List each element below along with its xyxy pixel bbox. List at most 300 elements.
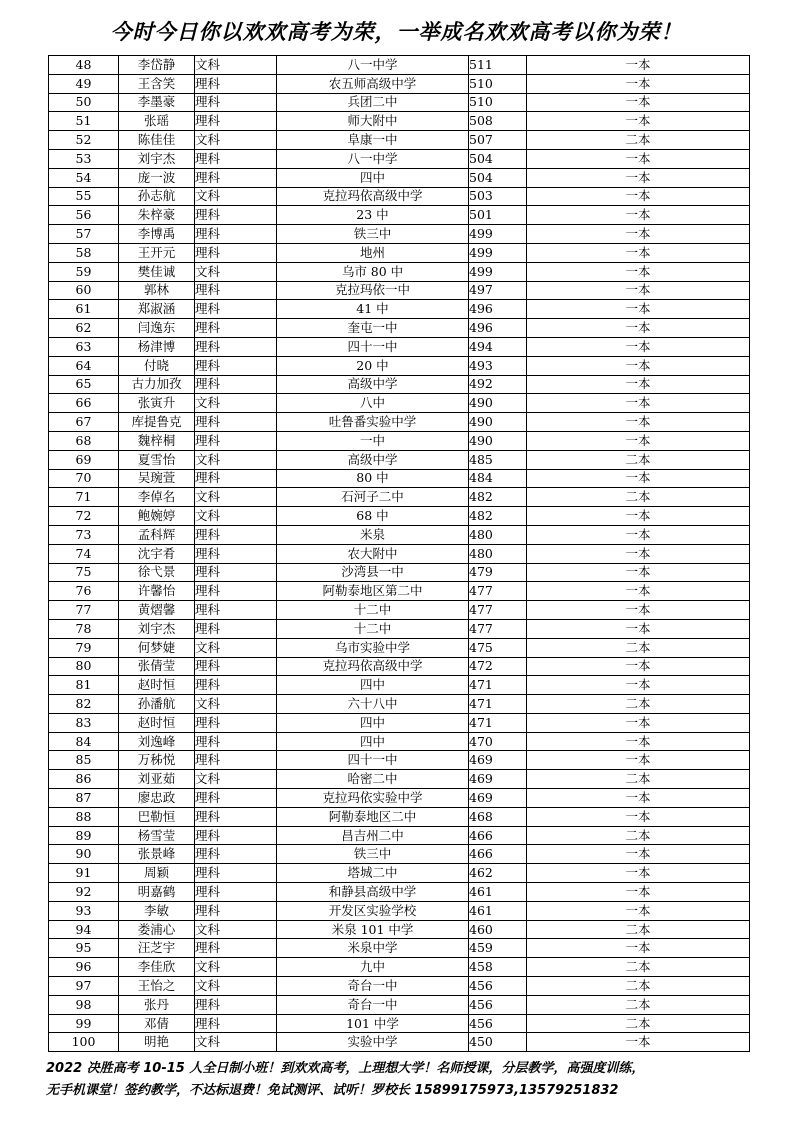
student-name-cell: 杨津博 (119, 337, 195, 356)
score-cell: 477 (469, 619, 527, 638)
subject-cell: 理科 (195, 356, 277, 375)
rank-cell: 50 (49, 93, 119, 112)
subject-cell: 理科 (195, 657, 277, 676)
rank-cell: 73 (49, 525, 119, 544)
tier-cell: 一本 (527, 262, 750, 281)
table-row (49, 74, 750, 93)
student-name-cell: 孙志航 (119, 187, 195, 206)
school-cell: 四中 (277, 713, 469, 732)
tier-cell: 一本 (527, 93, 750, 112)
school-cell: 41 中 (277, 300, 469, 319)
subject-cell: 理科 (195, 431, 277, 450)
table-row (49, 488, 750, 507)
results-table-body (49, 56, 750, 1052)
school-cell: 八中 (277, 394, 469, 413)
rank-cell: 54 (49, 168, 119, 187)
score-cell: 482 (469, 507, 527, 526)
school-cell: 开发区实验学校 (277, 901, 469, 920)
score-cell: 510 (469, 93, 527, 112)
school-cell: 石河子二中 (277, 488, 469, 507)
tier-cell: 一本 (527, 225, 750, 244)
student-name-cell: 刘宇杰 (119, 619, 195, 638)
table-row (49, 319, 750, 338)
student-name-cell: 刘逸峰 (119, 732, 195, 751)
table-row (49, 883, 750, 902)
rank-cell: 85 (49, 751, 119, 770)
school-cell: 乌市 80 中 (277, 262, 469, 281)
tier-cell: 二本 (527, 638, 750, 657)
subject-cell: 理科 (195, 563, 277, 582)
school-cell: 80 中 (277, 469, 469, 488)
score-cell: 499 (469, 262, 527, 281)
table-row (49, 732, 750, 751)
tier-cell: 一本 (527, 544, 750, 563)
score-cell: 477 (469, 582, 527, 601)
student-name-cell: 李墨豪 (119, 93, 195, 112)
subject-cell: 文科 (195, 695, 277, 714)
rank-cell: 91 (49, 864, 119, 883)
score-cell: 482 (469, 488, 527, 507)
table-row (49, 826, 750, 845)
rank-cell: 66 (49, 394, 119, 413)
tier-cell: 二本 (527, 977, 750, 996)
subject-cell: 理科 (195, 676, 277, 695)
subject-cell: 理科 (195, 375, 277, 394)
rank-cell: 72 (49, 507, 119, 526)
school-cell: 四中 (277, 168, 469, 187)
subject-cell: 理科 (195, 74, 277, 93)
score-cell: 479 (469, 563, 527, 582)
student-name-cell: 黄熠馨 (119, 601, 195, 620)
student-name-cell: 王含笑 (119, 74, 195, 93)
student-name-cell: 庞一波 (119, 168, 195, 187)
score-cell: 501 (469, 206, 527, 225)
school-cell: 奇台一中 (277, 977, 469, 996)
tier-cell: 一本 (527, 732, 750, 751)
student-name-cell: 万秭悦 (119, 751, 195, 770)
tier-cell: 一本 (527, 657, 750, 676)
tier-cell: 一本 (527, 56, 750, 75)
rank-cell: 76 (49, 582, 119, 601)
rank-cell: 78 (49, 619, 119, 638)
student-name-cell: 邓倩 (119, 1014, 195, 1033)
tier-cell: 一本 (527, 525, 750, 544)
subject-cell: 理科 (195, 619, 277, 638)
score-cell: 484 (469, 469, 527, 488)
subject-cell: 文科 (195, 131, 277, 150)
score-cell: 511 (469, 56, 527, 75)
rank-cell: 90 (49, 845, 119, 864)
student-name-cell: 刘宇杰 (119, 149, 195, 168)
score-cell: 503 (469, 187, 527, 206)
score-cell: 469 (469, 770, 527, 789)
tier-cell: 二本 (527, 450, 750, 469)
rank-cell: 63 (49, 337, 119, 356)
tier-cell: 二本 (527, 1014, 750, 1033)
rank-cell: 99 (49, 1014, 119, 1033)
school-cell: 四十一中 (277, 751, 469, 770)
rank-cell: 75 (49, 563, 119, 582)
school-cell: 四中 (277, 732, 469, 751)
school-cell: 高级中学 (277, 450, 469, 469)
subject-cell: 理科 (195, 601, 277, 620)
rank-cell: 52 (49, 131, 119, 150)
score-cell: 510 (469, 74, 527, 93)
school-cell: 昌吉州二中 (277, 826, 469, 845)
score-cell: 471 (469, 695, 527, 714)
table-row (49, 582, 750, 601)
student-name-cell: 巴勒恒 (119, 807, 195, 826)
student-name-cell: 魏梓桐 (119, 431, 195, 450)
table-row (49, 356, 750, 375)
score-cell: 493 (469, 356, 527, 375)
score-cell: 499 (469, 243, 527, 262)
school-cell: 克拉玛依实验中学 (277, 789, 469, 808)
score-cell: 469 (469, 789, 527, 808)
score-cell: 468 (469, 807, 527, 826)
score-cell: 480 (469, 544, 527, 563)
score-cell: 471 (469, 676, 527, 695)
score-cell: 497 (469, 281, 527, 300)
table-row (49, 901, 750, 920)
table-row (49, 638, 750, 657)
subject-cell: 文科 (195, 977, 277, 996)
school-cell: 阜康一中 (277, 131, 469, 150)
school-cell: 克拉玛依高级中学 (277, 187, 469, 206)
table-row (49, 450, 750, 469)
school-cell: 九中 (277, 958, 469, 977)
table-row (49, 657, 750, 676)
subject-cell: 理科 (195, 281, 277, 300)
subject-cell: 文科 (195, 958, 277, 977)
rank-cell: 56 (49, 206, 119, 225)
table-row (49, 751, 750, 770)
tier-cell: 一本 (527, 507, 750, 526)
tier-cell: 一本 (527, 149, 750, 168)
tier-cell: 一本 (527, 601, 750, 620)
tier-cell: 二本 (527, 488, 750, 507)
score-cell: 462 (469, 864, 527, 883)
student-name-cell: 库提鲁克 (119, 413, 195, 432)
tier-cell: 一本 (527, 563, 750, 582)
student-name-cell: 李敏 (119, 901, 195, 920)
subject-cell: 理科 (195, 995, 277, 1014)
subject-cell: 理科 (195, 789, 277, 808)
student-name-cell: 周颖 (119, 864, 195, 883)
rank-cell: 77 (49, 601, 119, 620)
rank-cell: 82 (49, 695, 119, 714)
rank-cell: 64 (49, 356, 119, 375)
subject-cell: 理科 (195, 413, 277, 432)
subject-cell: 理科 (195, 243, 277, 262)
rank-cell: 65 (49, 375, 119, 394)
score-cell: 461 (469, 883, 527, 902)
score-cell: 456 (469, 977, 527, 996)
rank-cell: 79 (49, 638, 119, 657)
tier-cell: 一本 (527, 713, 750, 732)
rank-cell: 57 (49, 225, 119, 244)
student-name-cell: 陈佳佳 (119, 131, 195, 150)
school-cell: 23 中 (277, 206, 469, 225)
school-cell: 阿勒泰地区第二中 (277, 582, 469, 601)
rank-cell: 67 (49, 413, 119, 432)
subject-cell: 文科 (195, 394, 277, 413)
page-headline: 今时今日你以欢欢高考为荣，一举成名欢欢高考以你为荣！ (110, 20, 683, 44)
tier-cell: 一本 (527, 883, 750, 902)
student-name-cell: 夏雪怡 (119, 450, 195, 469)
table-row (49, 845, 750, 864)
tier-cell: 一本 (527, 939, 750, 958)
tier-cell: 一本 (527, 431, 750, 450)
subject-cell: 理科 (195, 883, 277, 902)
student-name-cell: 孟科辉 (119, 525, 195, 544)
score-cell: 461 (469, 901, 527, 920)
school-cell: 米泉中学 (277, 939, 469, 958)
school-cell: 吐鲁番实验中学 (277, 413, 469, 432)
table-row (49, 713, 750, 732)
tier-cell: 一本 (527, 789, 750, 808)
table-row (49, 131, 750, 150)
tier-cell: 一本 (527, 337, 750, 356)
table-row (49, 1014, 750, 1033)
tier-cell: 一本 (527, 901, 750, 920)
tier-cell: 二本 (527, 826, 750, 845)
table-row (49, 93, 750, 112)
student-name-cell: 娄浦心 (119, 920, 195, 939)
score-cell: 466 (469, 826, 527, 845)
tier-cell: 一本 (527, 845, 750, 864)
student-name-cell: 郭林 (119, 281, 195, 300)
table-row (49, 770, 750, 789)
subject-cell: 理科 (195, 713, 277, 732)
score-cell: 471 (469, 713, 527, 732)
score-cell: 490 (469, 394, 527, 413)
subject-cell: 理科 (195, 225, 277, 244)
table-row (49, 206, 750, 225)
student-name-cell: 闫逸东 (119, 319, 195, 338)
table-row (49, 920, 750, 939)
student-name-cell: 鲍婉婷 (119, 507, 195, 526)
tier-cell: 二本 (527, 131, 750, 150)
school-cell: 农五师高级中学 (277, 74, 469, 93)
table-row (49, 243, 750, 262)
rank-cell: 98 (49, 995, 119, 1014)
subject-cell: 理科 (195, 826, 277, 845)
school-cell: 塔城二中 (277, 864, 469, 883)
student-name-cell: 赵时恒 (119, 676, 195, 695)
rank-cell: 70 (49, 469, 119, 488)
subject-cell: 文科 (195, 187, 277, 206)
rank-cell: 81 (49, 676, 119, 695)
student-name-cell: 古力加孜 (119, 375, 195, 394)
school-cell: 和静县高级中学 (277, 883, 469, 902)
rank-cell: 59 (49, 262, 119, 281)
table-row (49, 262, 750, 281)
table-row (49, 394, 750, 413)
score-cell: 494 (469, 337, 527, 356)
tier-cell: 一本 (527, 206, 750, 225)
tier-cell: 一本 (527, 112, 750, 131)
school-cell: 哈密二中 (277, 770, 469, 789)
results-table (48, 55, 750, 1052)
score-cell: 456 (469, 1014, 527, 1033)
tier-cell: 一本 (527, 807, 750, 826)
subject-cell: 文科 (195, 262, 277, 281)
score-cell: 450 (469, 1033, 527, 1052)
rank-cell: 94 (49, 920, 119, 939)
school-cell: 米泉 101 中学 (277, 920, 469, 939)
student-name-cell: 张倩莹 (119, 657, 195, 676)
school-cell: 奎屯一中 (277, 319, 469, 338)
score-cell: 504 (469, 168, 527, 187)
table-row (49, 619, 750, 638)
table-row (49, 413, 750, 432)
student-name-cell: 李佳欣 (119, 958, 195, 977)
table-row (49, 864, 750, 883)
score-cell: 499 (469, 225, 527, 244)
student-name-cell: 李博禹 (119, 225, 195, 244)
table-row (49, 939, 750, 958)
table-row (49, 281, 750, 300)
score-cell: 466 (469, 845, 527, 864)
rank-cell: 55 (49, 187, 119, 206)
table-row (49, 563, 750, 582)
subject-cell: 理科 (195, 93, 277, 112)
subject-cell: 文科 (195, 770, 277, 789)
table-row (49, 601, 750, 620)
school-cell: 地州 (277, 243, 469, 262)
school-cell: 20 中 (277, 356, 469, 375)
rank-cell: 92 (49, 883, 119, 902)
tier-cell: 一本 (527, 1033, 750, 1052)
rank-cell: 97 (49, 977, 119, 996)
tier-cell: 二本 (527, 920, 750, 939)
score-cell: 470 (469, 732, 527, 751)
rank-cell: 95 (49, 939, 119, 958)
score-cell: 507 (469, 131, 527, 150)
subject-cell: 文科 (195, 488, 277, 507)
subject-cell: 理科 (195, 168, 277, 187)
student-name-cell: 王开元 (119, 243, 195, 262)
student-name-cell: 朱梓豪 (119, 206, 195, 225)
rank-cell: 48 (49, 56, 119, 75)
tier-cell: 一本 (527, 676, 750, 695)
subject-cell: 理科 (195, 845, 277, 864)
table-row (49, 300, 750, 319)
school-cell: 六十八中 (277, 695, 469, 714)
school-cell: 铁三中 (277, 845, 469, 864)
rank-cell: 53 (49, 149, 119, 168)
school-cell: 农大附中 (277, 544, 469, 563)
table-row (49, 525, 750, 544)
school-cell: 沙湾县一中 (277, 563, 469, 582)
subject-cell: 理科 (195, 732, 277, 751)
table-row (49, 807, 750, 826)
school-cell: 克拉玛依高级中学 (277, 657, 469, 676)
rank-cell: 61 (49, 300, 119, 319)
score-cell: 458 (469, 958, 527, 977)
table-row (49, 544, 750, 563)
score-cell: 490 (469, 431, 527, 450)
student-name-cell: 樊佳诚 (119, 262, 195, 281)
school-cell: 奇台一中 (277, 995, 469, 1014)
subject-cell: 理科 (195, 1014, 277, 1033)
tier-cell: 一本 (527, 300, 750, 319)
table-row (49, 149, 750, 168)
score-cell: 456 (469, 995, 527, 1014)
rank-cell: 96 (49, 958, 119, 977)
subject-cell: 理科 (195, 864, 277, 883)
subject-cell: 理科 (195, 112, 277, 131)
table-row (49, 168, 750, 187)
student-name-cell: 廖忠政 (119, 789, 195, 808)
score-cell: 480 (469, 525, 527, 544)
subject-cell: 理科 (195, 939, 277, 958)
student-name-cell: 李岱静 (119, 56, 195, 75)
rank-cell: 84 (49, 732, 119, 751)
school-cell: 铁三中 (277, 225, 469, 244)
school-cell: 兵团二中 (277, 93, 469, 112)
student-name-cell: 王怡之 (119, 977, 195, 996)
school-cell: 米泉 (277, 525, 469, 544)
rank-cell: 62 (49, 319, 119, 338)
student-name-cell: 张瑶 (119, 112, 195, 131)
subject-cell: 文科 (195, 1033, 277, 1052)
score-cell: 496 (469, 300, 527, 319)
school-cell: 十二中 (277, 601, 469, 620)
student-name-cell: 李倬名 (119, 488, 195, 507)
subject-cell: 文科 (195, 56, 277, 75)
rank-cell: 100 (49, 1033, 119, 1052)
subject-cell: 理科 (195, 206, 277, 225)
subject-cell: 理科 (195, 525, 277, 544)
student-name-cell: 孙潘航 (119, 695, 195, 714)
school-cell: 高级中学 (277, 375, 469, 394)
student-name-cell: 刘亚茹 (119, 770, 195, 789)
tier-cell: 一本 (527, 375, 750, 394)
tier-cell: 一本 (527, 356, 750, 375)
rank-cell: 93 (49, 901, 119, 920)
student-name-cell: 张丹 (119, 995, 195, 1014)
subject-cell: 理科 (195, 469, 277, 488)
table-row (49, 1033, 750, 1052)
subject-cell: 理科 (195, 901, 277, 920)
student-name-cell: 张景峰 (119, 845, 195, 864)
table-row (49, 695, 750, 714)
score-cell: 459 (469, 939, 527, 958)
tier-cell: 一本 (527, 74, 750, 93)
table-row (49, 507, 750, 526)
rank-cell: 86 (49, 770, 119, 789)
score-cell: 508 (469, 112, 527, 131)
tier-cell: 一本 (527, 469, 750, 488)
tier-cell: 一本 (527, 394, 750, 413)
rank-cell: 83 (49, 713, 119, 732)
student-name-cell: 何梦婕 (119, 638, 195, 657)
student-name-cell: 徐弋景 (119, 563, 195, 582)
subject-cell: 理科 (195, 807, 277, 826)
table-row (49, 431, 750, 450)
school-cell: 实验中学 (277, 1033, 469, 1052)
score-cell: 477 (469, 601, 527, 620)
tier-cell: 一本 (527, 281, 750, 300)
table-row (49, 225, 750, 244)
tier-cell: 一本 (527, 413, 750, 432)
rank-cell: 69 (49, 450, 119, 469)
rank-cell: 71 (49, 488, 119, 507)
subject-cell: 文科 (195, 638, 277, 657)
tier-cell: 二本 (527, 958, 750, 977)
